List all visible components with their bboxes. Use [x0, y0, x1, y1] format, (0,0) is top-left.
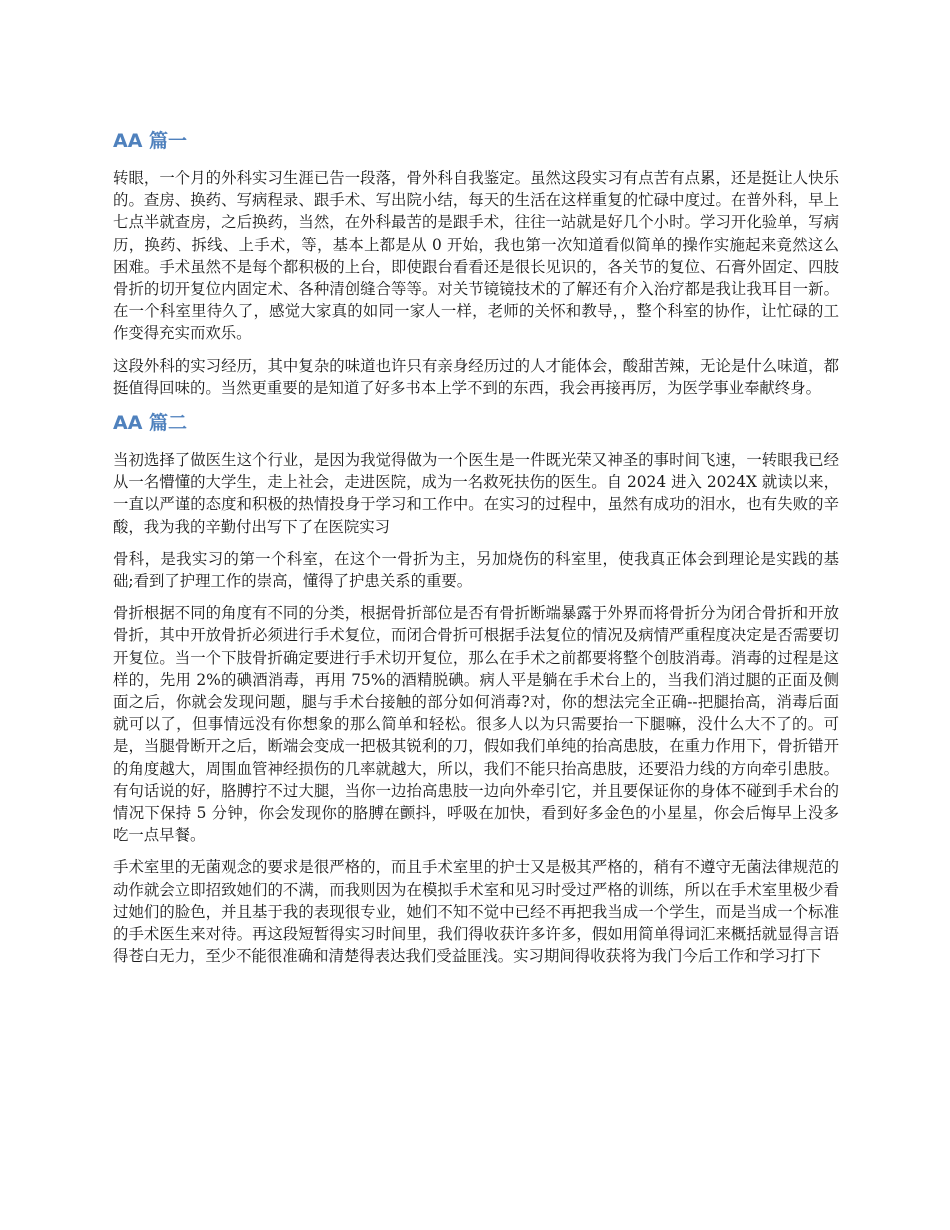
section-heading: AA 篇二 — [113, 412, 188, 435]
section-heading: AA 篇一 — [113, 130, 188, 152]
section-2 — [113, 409, 839, 967]
paragraph: 转眼，一个月的外科实习生涯已告一段落，骨外科自我鉴定。虽然这段实习有点苦有点累，还是挺让人快乐的。查房、换药、写病程录、跟手术、写出院小结，每天的生活在这样重复的忙碌中度过。在普外科，早上七点半就查房，之后换药，当然，在外科最苦的是跟手术，往往一站就是好几个小时。学习开化验单，写病历，换药、拆线、上手术，等，基本上都是从 0 开始，我也第一次知道看似简单的操作实施起来竟然这么困难。手术虽然不是每个都积极的上台，即使跟台看看还是很长见识的，各关节的复位、石膏外固定、四肢骨折的切开复位内固定术、各种清创缝合等等。对关节镜镜技术的了解还有介入治疗都是我让我耳目一新。 在一个科室里待久了，感觉大家真的如同一家人一样，老师的关怀和教导，，整个科室的协作，让忙碌的工作变得充实而欢乐。 — [113, 169, 839, 343]
paragraph: 手术室里的无菌观念的要求是很严格的，而且手术室里的护士又是极其严格的，稍有不遵守无菌法律规范的动作就会立即招致她们的不满，而我则因为在模拟手术室和见习时受过严格的训练，所以在手术室里极少看过她们的脸色，并且基于我的表现很专业，她们不知不觉中已经不再把我当成一个学生，而是当成一个标准的手术医生来对待。再这段短暂得实习时间里，我们得收获许多许多，假如用简单得词汇来概括就显得言语得苍白无力，至少不能很准确和清楚得表达我们受益匪浅。实习期间得收获将为我门今后工作和学习打下 — [113, 858, 839, 966]
paragraph: 当初选择了做医生这个行业，是因为我觉得做为一个医生是一件既光荣又神圣的事时间飞速，一转眼我已经从一名懵懂的大学生，走上社会，走进医院，成为一名救死扶伤的医生。自 2024 进入 2024X 就读以来，一直以严谨的态度和积极的热情投身于学习和工作中。在实习的过程中，虽然有成功的泪水，也有失败的辛酸，我为我的辛勤付出写下了在医院实习 — [113, 451, 839, 536]
section-1 — [113, 127, 839, 399]
paragraph: 骨科，是我实习的第一个科室，在这个一骨折为主，另加烧伤的科室里，使我真正体会到理论是实践的基础;看到了护理工作的崇高，懂得了护患关系的重要。 — [113, 549, 839, 591]
document-body — [113, 127, 839, 978]
paragraph: 这段外科的实习经历，其中复杂的味道也许只有亲身经历过的人才能体会，酸甜苦辣，无论是什么味道，都挺值得回味的。当然更重要的是知道了好多书本上学不到的东西，我会再接再厉，为医学事业奉献终身。 — [113, 356, 839, 397]
paragraph: 骨折根据不同的角度有不同的分类，根据骨折部位是否有骨折断端暴露于外界而将骨折分为闭合骨折和开放骨折，其中开放骨折必须进行手术复位，而闭合骨折可根据手法复位的情况及病情严重程度决定是否需要切开复位。当一个下肢骨折确定要进行手术切开复位，那么在手术之前都要将整个创肢消毒。消毒的过程是这样的，先用 2%的碘酒消毒，再用 75%的酒精脱碘。病人平是躺在手术台上的，当我们消过腿的正面及侧面之后，你就会发现问题，腿与手术台接触的部分如何消毒?对，你的想法完全正确--把腿抬高，消毒后面就可以了，但事情远没有你想象的那么简单和轻松。很多人以为只需要抬一下腿嘛，没什么大不了的。可是，当腿骨断开之后，断端会变成一把极其锐利的刀，假如我们单纯的抬高患肢，在重力作用下，骨折错开的角度越大，周围血管神经损伤的几率就越大，所以，我们不能只抬高患肢，还要沿力线的方向牵引患肢。有句话说的好，胳膊拧不过大腿，当你一边抬高患肢一边向外牵引它，并且要保证你的身体不碰到手术台的情况下保持 5 分钟，你会发现你的胳膊在颤抖，呼吸在加快，看到好多金色的小星星，你会后悔早上没多吃一点早餐。 — [113, 604, 839, 845]
